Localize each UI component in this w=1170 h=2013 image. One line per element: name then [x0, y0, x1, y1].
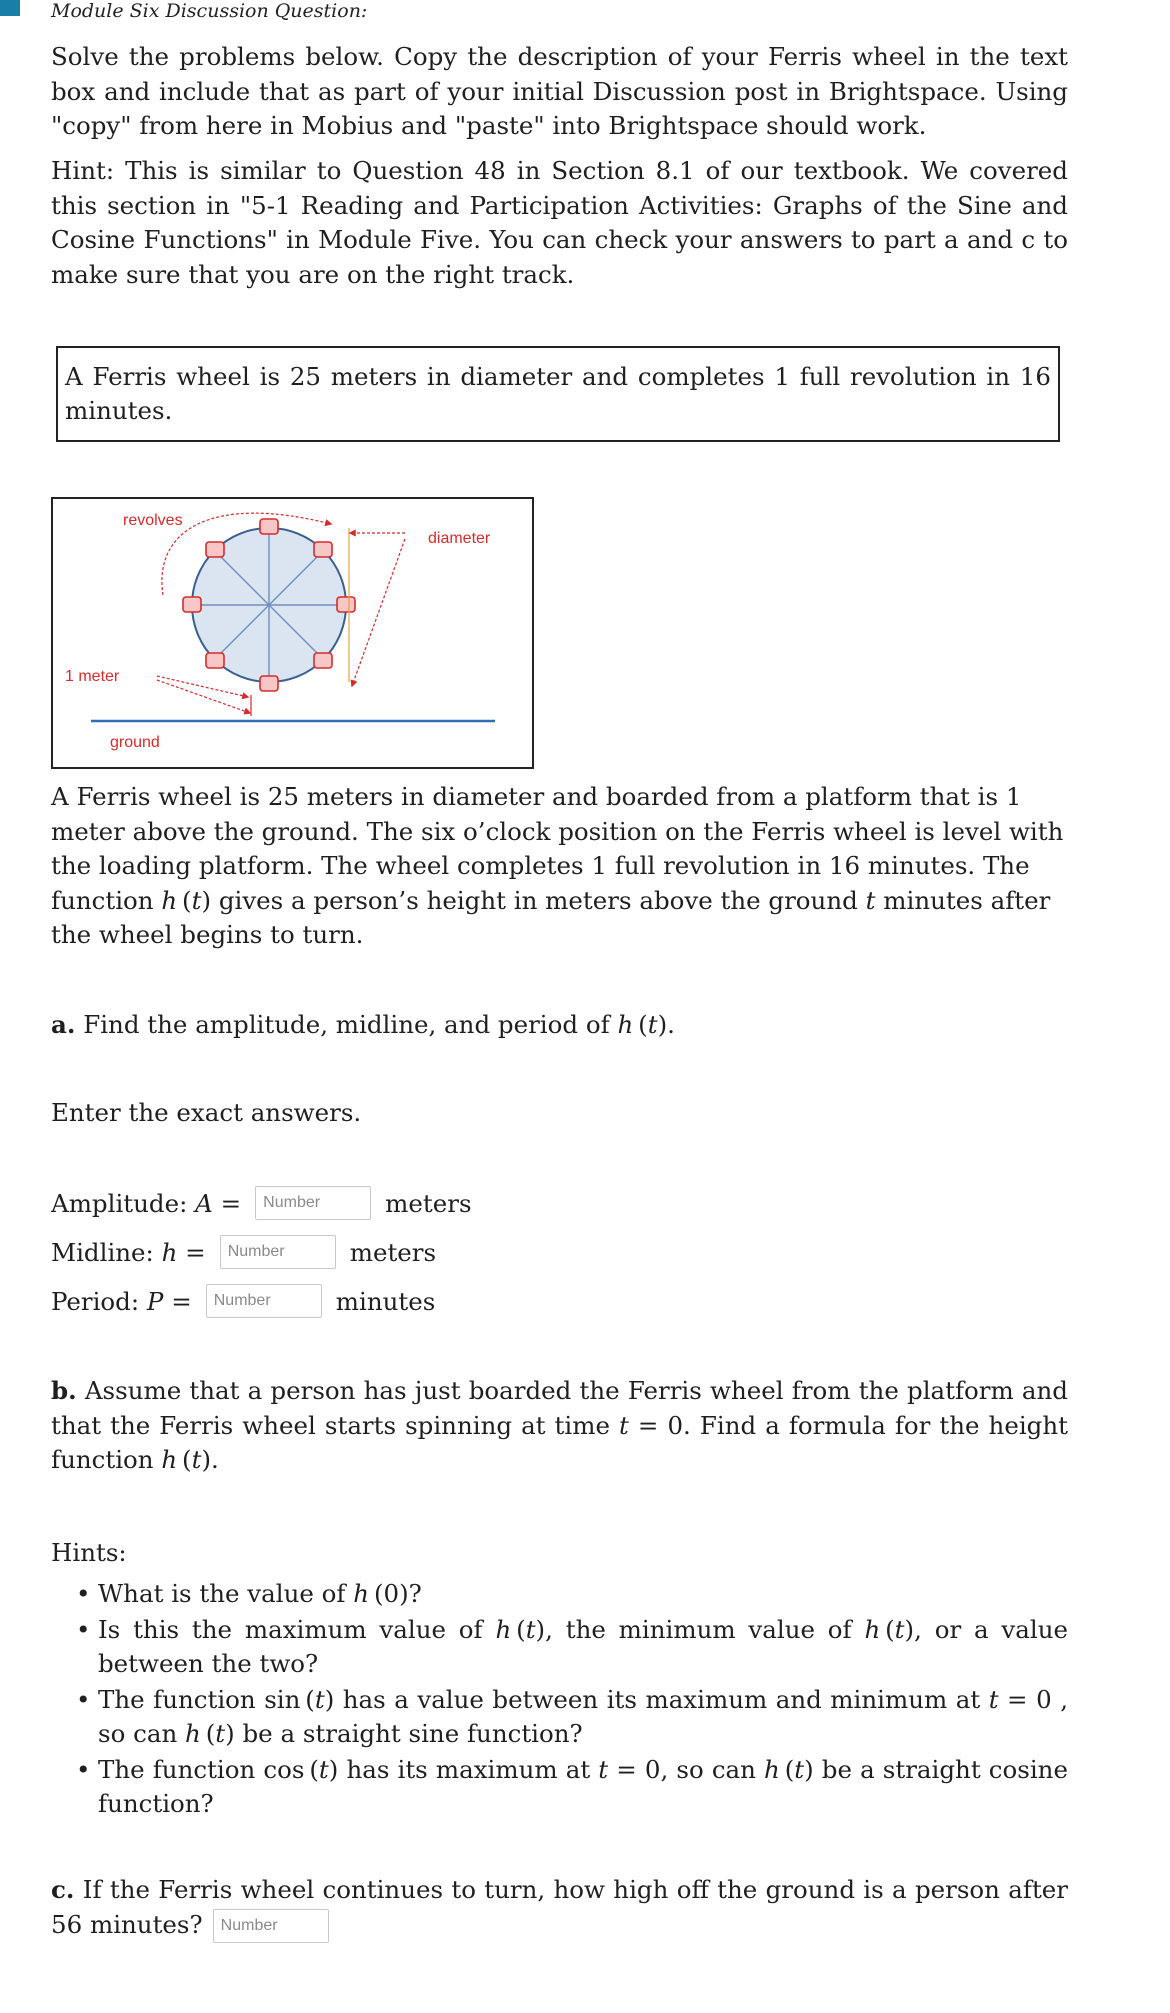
- label-ground: ground: [110, 734, 160, 751]
- amplitude-unit: meters: [385, 1188, 472, 1218]
- problem-statement: A Ferris wheel is 25 meters in diameter and boarded from a platform that is 1 meter above the ground. The six o’clock position on the Ferris wheel is level with the loading platform. The wheel completes 1 full revolution in 16 minutes. The function h (t) gives a person’s height in meters above the ground t minutes after the wheel begins to turn.: [51, 782, 1064, 949]
- period-unit: minutes: [335, 1286, 436, 1316]
- page-title: Module Six Discussion Question:: [51, 0, 368, 22]
- one-meter-arrow-2: [157, 680, 250, 713]
- ferris-wheel-diagram: [51, 497, 534, 769]
- midline-row: Midline: h = Number meters: [51, 1235, 436, 1269]
- intro-paragraph-2: Hint: This is similar to Question 48 in Section 8.1 of our textbook. We covered this section in "5-1 Reading and Participation Activities: Graphs of the Sine and Cosine Functions" in Module Five. You can check your answers to part a and c to make sure that you are on the right track.: [51, 156, 1068, 289]
- period-input[interactable]: [206, 1284, 322, 1318]
- hints-heading: Hints:: [51, 1538, 127, 1567]
- diameter-arrow-bottom: [352, 539, 405, 686]
- period-row: Period: P = Number minutes: [51, 1284, 435, 1318]
- part-a-instruction: Enter the exact answers.: [51, 1098, 362, 1127]
- hint-item-2: • Is this the maximum value of h (t), the minimum value of h (t), or a value between the two?: [98, 1613, 1068, 1682]
- part-a-question: a. Find the amplitude, midline, and period of h (t).: [51, 1010, 675, 1039]
- label-revolves: revolves: [123, 512, 183, 529]
- period-label: Period:: [51, 1286, 140, 1316]
- description-box: A Ferris wheel is 25 meters in diameter and completes 1 full revolution in 16 minutes.: [56, 346, 1060, 442]
- corner-tab: [0, 0, 20, 16]
- hint-item-4: • The function cos (t) has its maximum at t = 0, so can h (t) be a straight cosine function?: [98, 1753, 1068, 1822]
- hint-item-1: • What is the value of h (0)?: [98, 1577, 1068, 1612]
- midline-unit: meters: [349, 1237, 437, 1267]
- part-c-input[interactable]: [213, 1909, 329, 1943]
- hints-list: [98, 1577, 1068, 1823]
- midline-input[interactable]: [220, 1235, 336, 1269]
- label-one-meter: 1 meter: [65, 668, 120, 685]
- part-c-question: c. If the Ferris wheel continues to turn, how high off the ground is a person after 56 minutes?Number: [51, 1873, 1068, 1943]
- part-b-question: b. Assume that a person has just boarded the Ferris wheel from the platform and that the Ferris wheel starts spinning at time t = 0. Find a formula for the height function h (t).: [51, 1376, 1068, 1474]
- amplitude-row: Amplitude: A = Number meters: [51, 1186, 472, 1220]
- amplitude-label: Amplitude:: [51, 1188, 188, 1218]
- amplitude-input[interactable]: [255, 1186, 371, 1220]
- intro-paragraph-1: Solve the problems below. Copy the description of your Ferris wheel in the text box and include that as part of your initial Discussion post in Brightspace. Using "copy" from here in Mobius and "paste" into Brightspace should work.: [51, 42, 1068, 140]
- midline-label: Midline:: [51, 1237, 154, 1267]
- hint-item-3: • The function sin (t) has a value between its maximum and minimum at t = 0 , so can h (t) be a straight sine function?: [98, 1683, 1068, 1752]
- one-meter-arrow-1: [157, 676, 248, 697]
- label-diameter: diameter: [428, 530, 491, 547]
- ferris-wheel-svg: [53, 499, 532, 767]
